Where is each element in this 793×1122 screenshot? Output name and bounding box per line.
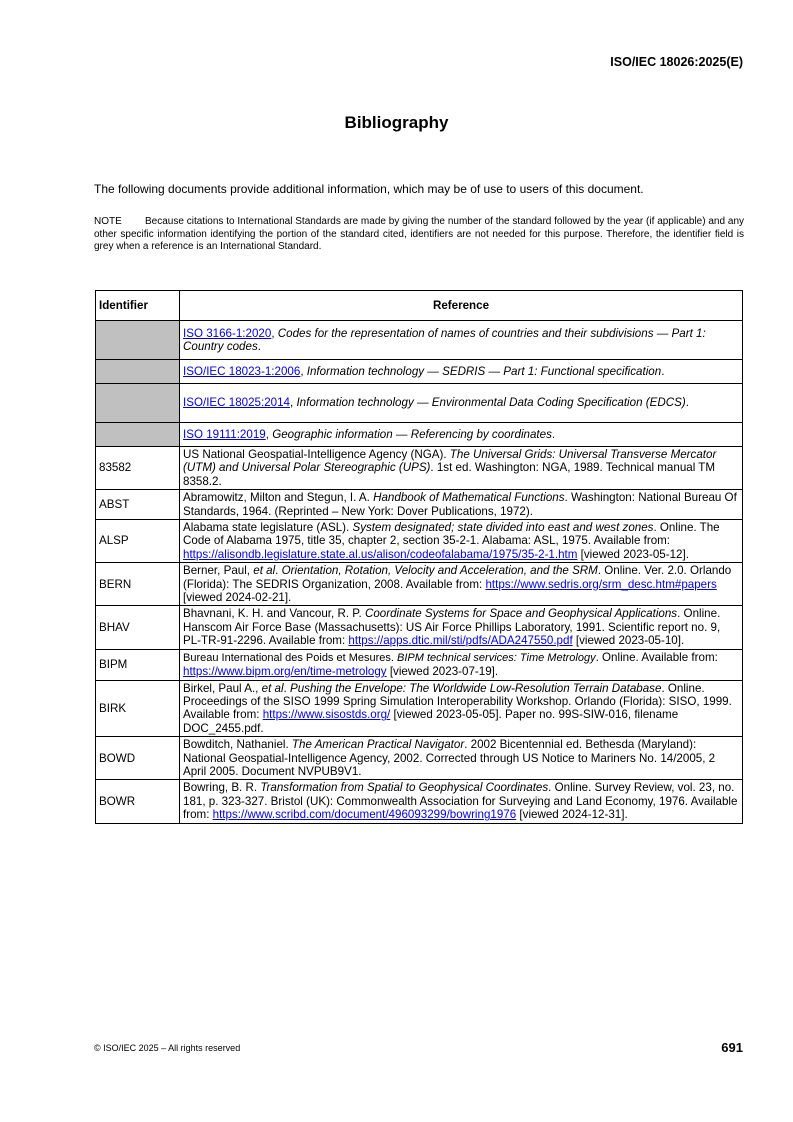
separator: , — [300, 364, 307, 378]
reference-viewed: [viewed 2023-05-10]. — [572, 634, 685, 648]
intro-paragraph: The following documents provide additional information, which may be of use to users of this document. — [94, 182, 644, 196]
reference-author: Bureau International des Poids et Mesures. — [183, 651, 398, 664]
reference-cell — [180, 423, 743, 447]
reference-author: Abramowitz, Milton and Stegun, I. A. — [183, 491, 374, 505]
reference-author: Bhavnani, K. H. and Vancour, R. P. — [183, 607, 365, 621]
reference-author: Bowditch, Nathaniel. — [183, 738, 292, 752]
reference-title: System designated; state divided into east and west zones — [352, 521, 654, 535]
table-row — [96, 737, 743, 780]
reference-title: Transformation from Spatial to Geophysical Coordinates — [260, 781, 549, 795]
reference-url[interactable]: https://www.sisostds.org/ — [262, 708, 391, 722]
identifier-cell: BERN — [96, 563, 180, 606]
identifier-cell: 83582 — [96, 447, 180, 490]
page-title: Bibliography — [344, 113, 449, 132]
table-row — [96, 649, 743, 680]
identifier-cell: BOWR — [96, 780, 180, 823]
reference-cell — [180, 447, 743, 490]
reference-title: BIPM technical services: Time Metrology — [397, 651, 596, 664]
reference-title: Geographic information — Referencing by coordinates — [272, 427, 552, 441]
reference-cell — [180, 606, 743, 649]
reference-url[interactable]: https://alisondb.legislature.state.al.us/alison/codeofalabama/1975/35-2-1.htm — [183, 547, 578, 561]
identifier-cell: BOWD — [96, 737, 180, 780]
identifier-cell: BHAV — [96, 606, 180, 649]
identifier-cell — [96, 384, 180, 423]
reference-tail: . Washington: National Bureau Of Standards, 1964. (Reprinted – New York: Dover Publications, 1972). — [183, 491, 737, 518]
reference-tail: . 2002 Bicentennial ed. Bethesda (Maryland): National Geospatial-Intelligence Agency, 2002. Corrected through US Notice to Mariners No. 14/2005, 2 April 2005. Document NVPUB9V1. — [183, 738, 716, 778]
reference-tail: . 1st ed. Washington: NGA, 1989. Technical manual TM 8358.2. — [183, 461, 716, 488]
note-text: Because citations to International Standards are made by giving the number of the standard followed by the year (if applicable) and any other specific information identifying the portion of the standard cited, identifiers are not needed for this purpose. Therefore, the identifier field is grey when a reference is an International Standard. — [94, 216, 744, 253]
table-row — [96, 447, 743, 490]
table-row — [96, 520, 743, 563]
reference-cell — [180, 321, 743, 360]
reference-cell — [180, 563, 743, 606]
reference-url[interactable]: https://www.sedris.org/srm_desc.htm#papers — [485, 577, 717, 591]
bibliography-table — [95, 290, 743, 824]
reference-tail: . — [661, 364, 665, 378]
reference-url[interactable]: https://www.bipm.org/en/time-metrology — [183, 665, 387, 679]
separator: , — [290, 396, 297, 410]
separator: , — [271, 326, 278, 340]
reference-url[interactable]: https://www.scribd.com/document/496093299/bowring1976 — [212, 808, 517, 822]
reference-title: The American Practical Navigator — [291, 738, 465, 752]
note-label: NOTE — [94, 216, 122, 227]
reference-cell — [180, 360, 743, 384]
reference-link[interactable]: ISO 3166-1:2020 — [183, 326, 272, 340]
reference-title: Information technology — SEDRIS — Part 1: Functional specification — [306, 364, 662, 378]
table-row — [96, 384, 743, 423]
table-row — [96, 606, 743, 649]
reference-title: The Universal Grids: Universal Transverse Mercator (UTM) and Universal Polar Stereographic (UPS) — [183, 448, 717, 475]
footer-copyright: © ISO/IEC 2025 – All rights reserved — [94, 1043, 241, 1053]
reference-title: Orientation, Rotation, Velocity and Acceleration, and the SRM — [281, 564, 598, 578]
reference-punct: . — [275, 564, 282, 578]
reference-author: Bowring, B. R. — [183, 781, 261, 795]
separator: , — [265, 427, 273, 441]
reference-tail: . Online. Available from: — [595, 650, 718, 664]
reference-cell — [180, 649, 743, 680]
table-row — [96, 423, 743, 447]
identifier-cell: ABST — [96, 490, 180, 520]
reference-link[interactable]: ISO/IEC 18025:2014 — [183, 396, 290, 410]
identifier-cell — [96, 321, 180, 360]
reference-viewed: [viewed 2023-07-19]. — [386, 665, 499, 679]
reference-title: Codes for the representation of names of countries and their subdivisions — Part 1: Country codes — [183, 326, 706, 353]
reference-cell — [180, 780, 743, 823]
reference-tail: . — [685, 396, 689, 410]
identifier-column-header: Identifier — [96, 291, 180, 321]
reference-tail: . Online. The Code of Alabama 1975, title 35, chapter 2, section 35-2-1. Alabama: ASL, 1975. Available from: — [183, 521, 720, 548]
identifier-cell — [96, 423, 180, 447]
reference-viewed: [viewed 2023-05-05]. Paper no. 99S-SIW-016, filename DOC_2455.pdf. — [183, 708, 679, 735]
reference-cell — [180, 490, 743, 520]
reference-link[interactable]: ISO 19111:2019 — [183, 427, 266, 441]
reference-etal: et al — [261, 681, 284, 695]
note-paragraph — [94, 216, 744, 254]
standard-identifier: ISO/IEC 18026:2025(E) — [610, 55, 743, 69]
reference-tail: . Online. Ver. 2.0. Orlando (Florida): The SEDRIS Organization, 2008. Available from: — [183, 564, 732, 591]
table-row — [96, 780, 743, 823]
reference-tail: . — [551, 427, 556, 441]
table-row — [96, 360, 743, 384]
reference-viewed: [viewed 2024-02-21]. — [183, 591, 292, 605]
reference-cell — [180, 737, 743, 780]
reference-title: Handbook of Mathematical Functions — [373, 491, 565, 505]
reference-tail: . Online. Hanscom Air Force Base (Massachusetts): US Air Force Phillips Laboratory, 1991. Scientific report no. 9, PL-TR-91-2296. Available from: — [183, 607, 721, 648]
reference-author: US National Geospatial-Intelligence Agency (NGA). — [183, 448, 450, 461]
reference-author: Berner, Paul, — [183, 564, 254, 578]
page-number: 691 — [721, 1040, 743, 1055]
identifier-cell: ALSP — [96, 520, 180, 563]
table-row — [96, 680, 743, 737]
reference-title: Information technology — Environmental Data Coding Specification (EDCS) — [296, 396, 686, 410]
reference-column-header: Reference — [180, 291, 743, 321]
table-row — [96, 490, 743, 520]
reference-tail: . Online. Proceedings of the SISO 1999 Spring Simulation Interoperability Workshop. Orlando (Florida): SISO, 1999. Available from: — [183, 681, 732, 722]
identifier-cell — [96, 360, 180, 384]
reference-etal: et al — [253, 564, 276, 578]
reference-tail: . — [257, 340, 261, 353]
reference-viewed: [viewed 2024-12-31]. — [516, 808, 628, 822]
reference-author: Birkel, Paul A., — [183, 681, 262, 695]
reference-cell — [180, 384, 743, 423]
reference-url[interactable]: https://apps.dtic.mil/sti/pdfs/ADA247550.pdf — [348, 634, 573, 648]
identifier-cell: BIPM — [96, 649, 180, 680]
reference-link[interactable]: ISO/IEC 18023-1:2006 — [183, 364, 301, 378]
reference-cell — [180, 520, 743, 563]
reference-title: Coordinate Systems for Space and Geophysical Applications — [364, 607, 678, 621]
reference-tail: . Online. Survey Review, vol. 23, no. 181, p. 323-327. Bristol (UK): Commonwealth Association for Surveying and Land Economy, 1976. Available from: — [183, 781, 738, 822]
reference-author: Alabama state legislature (ASL). — [183, 521, 353, 535]
reference-title: Pushing the Envelope: The Worldwide Low-Resolution Terrain Database — [290, 681, 662, 695]
identifier-cell: BIRK — [96, 680, 180, 737]
reference-punct: . — [283, 681, 290, 695]
reference-cell — [180, 680, 743, 737]
table-header-row — [96, 291, 743, 321]
table-row — [96, 321, 743, 360]
reference-viewed: [viewed 2023-05-12]. — [577, 547, 689, 561]
table-row — [96, 563, 743, 606]
